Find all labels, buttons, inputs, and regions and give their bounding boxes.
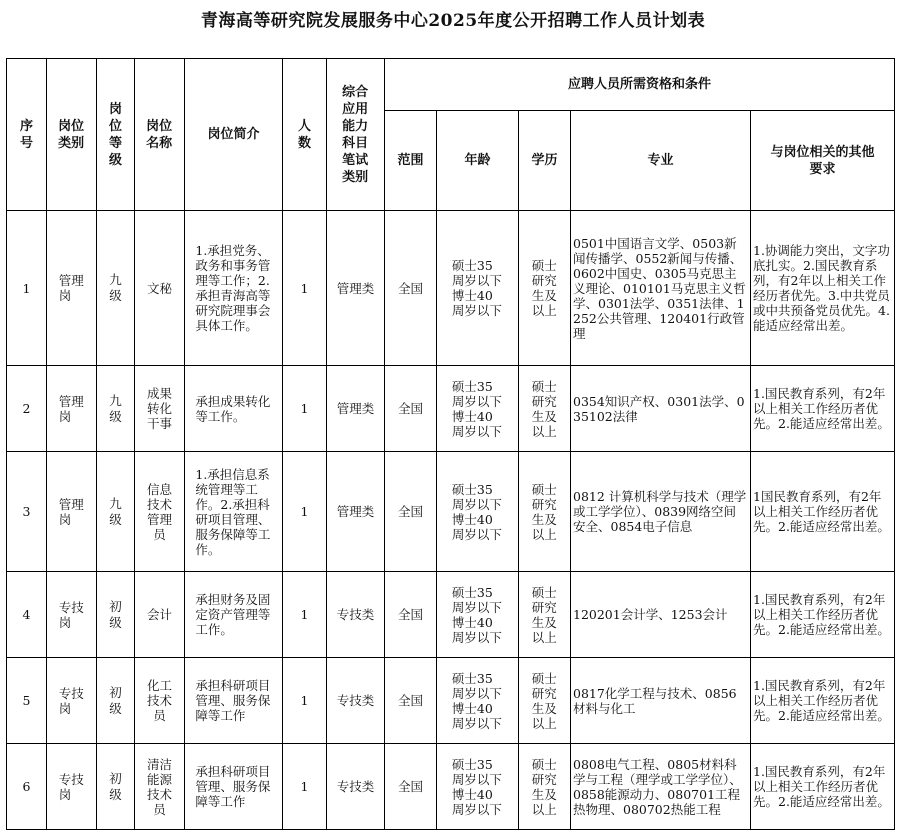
header-requirements: 应聘人员所需资格和条件 bbox=[385, 59, 895, 111]
header-age: 年龄 bbox=[437, 111, 519, 211]
cell-scope: 全国 bbox=[385, 211, 437, 366]
cell-scope: 全国 bbox=[385, 366, 437, 452]
cell-grade: 九级 bbox=[97, 211, 135, 366]
cell-scope: 全国 bbox=[385, 572, 437, 658]
cell-age: 硕士35周岁以下博士40周岁以下 bbox=[437, 452, 519, 572]
cell-position: 化工技术员 bbox=[135, 658, 185, 744]
cell-category: 专技岗 bbox=[47, 658, 97, 744]
cell-position: 信息技术管理员 bbox=[135, 452, 185, 572]
cell-exam-type: 专技类 bbox=[327, 572, 385, 658]
cell-major: 0808电气工程、0805材料科学与工程（理学或工学学位）、0858能源动力、080701工程热物理、080702热能工程 bbox=[571, 744, 751, 830]
cell-position: 会计 bbox=[135, 572, 185, 658]
cell-age: 硕士35周岁以下博士40周岁以下 bbox=[437, 572, 519, 658]
cell-education: 硕士研究生及以上 bbox=[519, 744, 571, 830]
cell-intro: 承担成果转化等工作。 bbox=[185, 366, 283, 452]
cell-exam-type: 管理类 bbox=[327, 211, 385, 366]
cell-category: 专技岗 bbox=[47, 744, 97, 830]
cell-major: 0817化学工程与技术、0856材料与化工 bbox=[571, 658, 751, 744]
cell-age: 硕士35周岁以下博士40周岁以下 bbox=[437, 658, 519, 744]
cell-education: 硕士研究生及以上 bbox=[519, 211, 571, 366]
cell-major: 120201会计学、1253会计 bbox=[571, 572, 751, 658]
cell-count: 1 bbox=[283, 452, 327, 572]
header-seq: 序号 bbox=[7, 59, 47, 211]
cell-age: 硕士35周岁以下博士40周岁以下 bbox=[437, 366, 519, 452]
header-category: 岗位类别 bbox=[47, 59, 97, 211]
cell-category: 专技岗 bbox=[47, 572, 97, 658]
cell-seq: 3 bbox=[7, 452, 47, 572]
cell-intro: 1.承担党务、政务和事务管理等工作；2.承担青海高等研究院理事会具体工作。 bbox=[185, 211, 283, 366]
cell-other: 1.国民教育系列，有2年以上相关工作经历者优先。2.能适应经常出差。 bbox=[751, 658, 895, 744]
cell-education: 硕士研究生及以上 bbox=[519, 658, 571, 744]
page-title: 青海高等研究院发展服务中心2025年度公开招聘工作人员计划表 bbox=[200, 11, 706, 31]
cell-seq: 5 bbox=[7, 658, 47, 744]
cell-intro: 1.承担信息系统管理等工作。2.承担科研项目管理、服务保障等工作。 bbox=[185, 452, 283, 572]
cell-count: 1 bbox=[283, 658, 327, 744]
cell-major: 0812 计算机科学与技术（理学或工学学位）、0839网络空间安全、0854电子信息 bbox=[571, 452, 751, 572]
header-other: 与岗位相关的其他要求 bbox=[751, 111, 895, 211]
cell-position: 文秘 bbox=[135, 211, 185, 366]
cell-category: 管理岗 bbox=[47, 366, 97, 452]
cell-education: 硕士研究生及以上 bbox=[519, 572, 571, 658]
table-row bbox=[7, 744, 895, 830]
cell-other: 1.国民教育系列，有2年以上相关工作经历者优先。2.能适应经常出差。 bbox=[751, 744, 895, 830]
cell-intro: 承担科研项目管理、服务保障等工作 bbox=[185, 658, 283, 744]
header-education: 学历 bbox=[519, 111, 571, 211]
table-row bbox=[7, 211, 895, 366]
cell-count: 1 bbox=[283, 211, 327, 366]
cell-intro: 承担科研项目管理、服务保障等工作 bbox=[185, 744, 283, 830]
cell-grade: 九级 bbox=[97, 452, 135, 572]
cell-grade: 九级 bbox=[97, 366, 135, 452]
cell-scope: 全国 bbox=[385, 452, 437, 572]
cell-seq: 4 bbox=[7, 572, 47, 658]
cell-position: 清洁能源技术员 bbox=[135, 744, 185, 830]
cell-count: 1 bbox=[283, 744, 327, 830]
cell-education: 硕士研究生及以上 bbox=[519, 452, 571, 572]
header-exam-type: 综合应用能力科目笔试类别 bbox=[327, 59, 385, 211]
header-scope: 范围 bbox=[385, 111, 437, 211]
cell-seq: 2 bbox=[7, 366, 47, 452]
cell-scope: 全国 bbox=[385, 744, 437, 830]
cell-other: 1.国民教育系列，有2年以上相关工作经历者优先。2.能适应经常出差。 bbox=[751, 572, 895, 658]
cell-other: 1.国民教育系列，有2年以上相关工作经历者优先。2.能适应经常出差。 bbox=[751, 366, 895, 452]
cell-major: 0501中国语言文学、0503新闻传播学、0552新闻与传播、0602中国史、0305马克思主义理论、010101马克思主义哲学、0301法学、0351法律、1252公共管理、120401行政管理 bbox=[571, 211, 751, 366]
cell-exam-type: 专技类 bbox=[327, 658, 385, 744]
cell-count: 1 bbox=[283, 366, 327, 452]
cell-scope: 全国 bbox=[385, 658, 437, 744]
cell-exam-type: 管理类 bbox=[327, 452, 385, 572]
table-row bbox=[7, 572, 895, 658]
cell-position: 成果转化干事 bbox=[135, 366, 185, 452]
header-intro: 岗位简介 bbox=[185, 59, 283, 211]
header-major: 专业 bbox=[571, 111, 751, 211]
cell-seq: 6 bbox=[7, 744, 47, 830]
cell-category: 管理岗 bbox=[47, 452, 97, 572]
cell-seq: 1 bbox=[7, 211, 47, 366]
cell-grade: 初级 bbox=[97, 658, 135, 744]
cell-exam-type: 管理类 bbox=[327, 366, 385, 452]
header-grade: 岗位等级 bbox=[97, 59, 135, 211]
header-position: 岗位名称 bbox=[135, 59, 185, 211]
cell-category: 管理岗 bbox=[47, 211, 97, 366]
cell-exam-type: 专技类 bbox=[327, 744, 385, 830]
cell-intro: 承担财务及固定资产管理等工作。 bbox=[185, 572, 283, 658]
recruitment-plan-table bbox=[6, 58, 895, 830]
header-count: 人数 bbox=[283, 59, 327, 211]
table-row bbox=[7, 452, 895, 572]
cell-grade: 初级 bbox=[97, 744, 135, 830]
cell-age: 硕士35周岁以下博士40周岁以下 bbox=[437, 211, 519, 366]
table-row bbox=[7, 366, 895, 452]
cell-other: 1国民教育系列，有2年以上相关工作经历者优先。2.能适应经常出差。 bbox=[751, 452, 895, 572]
table-row bbox=[7, 658, 895, 744]
cell-other: 1.协调能力突出，文字功底扎实。2.国民教育系列，有2年以上相关工作经历者优先。3.中共党员或中共预备党员优先。4.能适应经常出差。 bbox=[751, 211, 895, 366]
cell-major: 0354知识产权、0301法学、035102法律 bbox=[571, 366, 751, 452]
cell-count: 1 bbox=[283, 572, 327, 658]
cell-education: 硕士研究生及以上 bbox=[519, 366, 571, 452]
cell-age: 硕士35周岁以下博士40周岁以下 bbox=[437, 744, 519, 830]
cell-grade: 初级 bbox=[97, 572, 135, 658]
